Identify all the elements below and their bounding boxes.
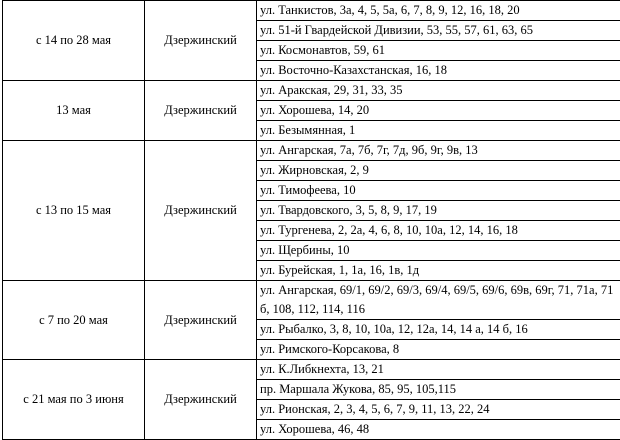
date-text: с 13 по 15 мая	[36, 203, 111, 218]
table-row	[3, 1, 620, 81]
date-cell	[3, 281, 145, 360]
date-cell	[3, 81, 145, 141]
district-cell	[145, 281, 257, 360]
streets-cell	[257, 1, 620, 81]
district-text: Дзержинский	[164, 103, 237, 118]
street-line: ул. Римского-Корсакова, 8	[257, 339, 620, 359]
street-line: ул. Рыбалко, 3, 8, 10, 10а, 12, 12а, 14, 14 а, 14 б, 16	[257, 319, 620, 339]
street-line: ул. Ангарская, 7а, 7б, 7г, 7д, 9б, 9г, 9в, 13	[257, 141, 620, 160]
street-line: ул. К.Либкнехта, 13, 21	[257, 360, 620, 379]
street-line: ул. Аракская, 29, 31, 33, 35	[257, 81, 620, 100]
date-text: 13 мая	[56, 103, 91, 118]
date-cell	[3, 360, 145, 440]
date-text: с 14 по 28 мая	[36, 33, 111, 48]
streets-cell	[257, 141, 620, 281]
table-row	[3, 141, 620, 281]
street-line: ул. Жирновская, 2, 9	[257, 160, 620, 180]
table-row	[3, 360, 620, 440]
district-cell	[145, 141, 257, 281]
street-line: ул. Ангарская, 69/1, 69/2, 69/3, 69/4, 69/5, 69/6, 69в, 69г, 71, 71а, 71 б, 108, 112, 114, 116	[257, 281, 620, 319]
date-text: с 21 мая по 3 июня	[23, 392, 123, 407]
street-line: ул. Восточно-Казахстанская, 16, 18	[257, 60, 620, 80]
district-cell	[145, 360, 257, 440]
district-cell	[145, 81, 257, 141]
district-text: Дзержинский	[164, 33, 237, 48]
table-row	[3, 281, 620, 360]
street-line: ул. Тимофеева, 10	[257, 180, 620, 200]
district-text: Дзержинский	[164, 313, 237, 328]
district-text: Дзержинский	[164, 203, 237, 218]
district-text: Дзержинский	[164, 392, 237, 407]
table-row	[3, 81, 620, 141]
street-line: ул. Бурейская, 1, 1а, 16, 1в, 1д	[257, 260, 620, 280]
date-cell	[3, 1, 145, 81]
date-cell	[3, 141, 145, 281]
street-line: ул. Танкистов, 3а, 4, 5, 5а, 6, 7, 8, 9, 12, 16, 18, 20	[257, 1, 620, 20]
schedule-table	[2, 0, 620, 440]
street-line: ул. 51-й Гвардейской Дивизии, 53, 55, 57, 61, 63, 65	[257, 20, 620, 40]
streets-cell	[257, 281, 620, 360]
street-line: ул. Хорошева, 14, 20	[257, 100, 620, 120]
streets-cell	[257, 360, 620, 440]
street-line: ул. Щербины, 10	[257, 240, 620, 260]
street-line: ул. Рионская, 2, 3, 4, 5, 6, 7, 9, 11, 13, 22, 24	[257, 399, 620, 419]
street-line: ул. Космонавтов, 59, 61	[257, 40, 620, 60]
streets-cell	[257, 81, 620, 141]
street-line: ул. Хорошева, 46, 48	[257, 419, 620, 439]
street-line: ул. Безымянная, 1	[257, 120, 620, 140]
street-line: ул. Тургенева, 2, 2а, 4, 6, 8, 10, 10а, 12, 14, 16, 18	[257, 220, 620, 240]
street-line: пр. Маршала Жукова, 85, 95, 105,115	[257, 379, 620, 399]
district-cell	[145, 1, 257, 81]
date-text: с 7 по 20 мая	[39, 313, 108, 328]
street-line: ул. Твардовского, 3, 5, 8, 9, 17, 19	[257, 200, 620, 220]
